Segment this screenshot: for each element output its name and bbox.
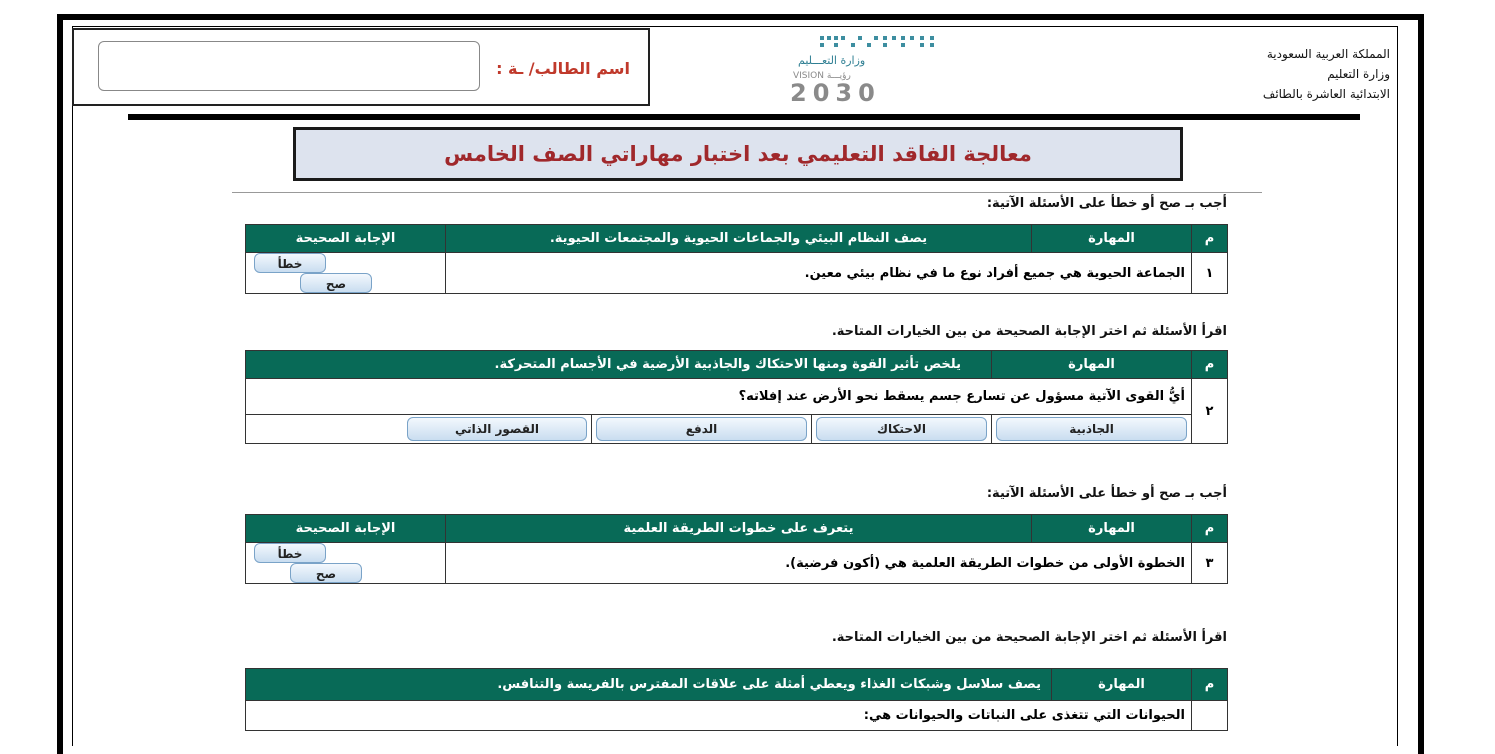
header-skill: المهارة — [1032, 225, 1192, 253]
student-name-label: اسم الطالب/ ـة : — [496, 59, 630, 78]
instruction-4: اقرأ الأسئلة ثم اختر الإجابة الصحيحة من بين الخيارات المتاحة. — [831, 630, 1227, 645]
instruction-3: أجب بـ صح أو خطأ على الأسئلة الآتية: — [986, 486, 1227, 501]
question-text: الخطوة الأولى من خطوات الطريقة العلمية هي (أكون فرضية). — [446, 543, 1192, 584]
header-num: م — [1192, 351, 1228, 379]
table-row — [246, 379, 1228, 415]
table-row — [246, 543, 1228, 584]
student-name-box — [72, 28, 650, 106]
answer-cell — [246, 253, 446, 294]
question-text: أيُّ القوى الآتية مسؤول عن تسارع جسم يسقط نحو الأرض عند إفلاته؟ — [246, 379, 1192, 415]
option-push-button[interactable]: الدفع — [596, 417, 807, 441]
option-friction-button[interactable]: الاحتكاك — [816, 417, 987, 441]
header-skill: المهارة — [992, 351, 1192, 379]
question-number: ١ — [1192, 253, 1228, 294]
answer-cell — [246, 543, 446, 584]
svg-text:وزارة التعـــليم: وزارة التعـــليم — [798, 54, 866, 67]
header-answer: الإجابة الصحيحة — [246, 225, 446, 253]
header-skill: المهارة — [1032, 515, 1192, 543]
skill-text: يتعرف على خطوات الطريقة العلمية — [446, 515, 1032, 543]
question-table-3 — [245, 514, 1228, 584]
header-divider — [128, 114, 1360, 120]
table-row — [246, 253, 1228, 294]
question-number — [1192, 701, 1228, 731]
question-number: ٢ — [1192, 379, 1228, 444]
header-num: م — [1192, 669, 1228, 701]
header-num: م — [1192, 225, 1228, 253]
table-header-row — [246, 225, 1228, 253]
option-gravity-button[interactable]: الجاذبية — [996, 417, 1187, 441]
instruction-1: أجب بـ صح أو خطأ على الأسئلة الآتية: — [986, 196, 1227, 211]
vision-2030-logo — [758, 34, 948, 106]
question-table-2 — [245, 350, 1228, 444]
question-table-1 — [245, 224, 1228, 294]
table-header-row — [246, 515, 1228, 543]
option-cell — [812, 415, 992, 444]
true-button[interactable]: صح — [300, 273, 372, 293]
false-button[interactable]: خطأ — [254, 543, 326, 563]
question-text: الجماعة الحيوية هي جميع أفراد نوع ما في نظام بيئي معين. — [446, 253, 1192, 294]
false-button[interactable]: خطأ — [254, 253, 326, 273]
kingdom-text: المملكة العربية السعودية — [1266, 47, 1390, 61]
true-button[interactable]: صح — [290, 563, 362, 583]
header-answer: الإجابة الصحيحة — [246, 515, 446, 543]
instruction-2: اقرأ الأسئلة ثم اختر الإجابة الصحيحة من بين الخيارات المتاحة. — [831, 324, 1227, 339]
question-text: الحيوانات التي تتغذى على النباتات والحيوانات هي: — [246, 701, 1192, 731]
svg-text:VISION رؤيـــة: VISION رؤيـــة — [793, 71, 851, 81]
option-inertia-button[interactable]: القصور الذاتي — [407, 417, 587, 441]
option-cell — [992, 415, 1192, 444]
table-header-row — [246, 351, 1228, 379]
header-skill: المهارة — [1052, 669, 1192, 701]
option-cell — [246, 415, 592, 444]
table-row — [246, 701, 1228, 731]
ministry-text: وزارة التعليم — [1327, 67, 1390, 81]
student-name-input[interactable] — [98, 41, 480, 91]
options-row — [246, 415, 1228, 444]
question-table-4 — [245, 668, 1228, 731]
school-name: الابتدائية العاشرة بالطائف — [1262, 87, 1390, 101]
section-divider — [232, 192, 1262, 193]
table-header-row — [246, 669, 1228, 701]
header-num: م — [1192, 515, 1228, 543]
page-title: معالجة الفاقد التعليمي بعد اختبار مهاراتي الصف الخامس — [293, 127, 1183, 181]
skill-text: يلخص تأثير القوة ومنها الاحتكاك والجاذبية الأرضية في الأجسام المتحركة. — [246, 351, 992, 379]
option-cell — [592, 415, 812, 444]
question-number: ٣ — [1192, 543, 1228, 584]
skill-text: يصف النظام البيئي والجماعات الحيوية والمجتمعات الحيوية. — [446, 225, 1032, 253]
skill-text: يصف سلاسل وشبكات الغذاء ويعطي أمثلة على علاقات المفترس بالفريسة والتنافس. — [246, 669, 1052, 701]
school-info — [1263, 44, 1390, 104]
svg-text:2030: 2030 — [790, 79, 881, 106]
